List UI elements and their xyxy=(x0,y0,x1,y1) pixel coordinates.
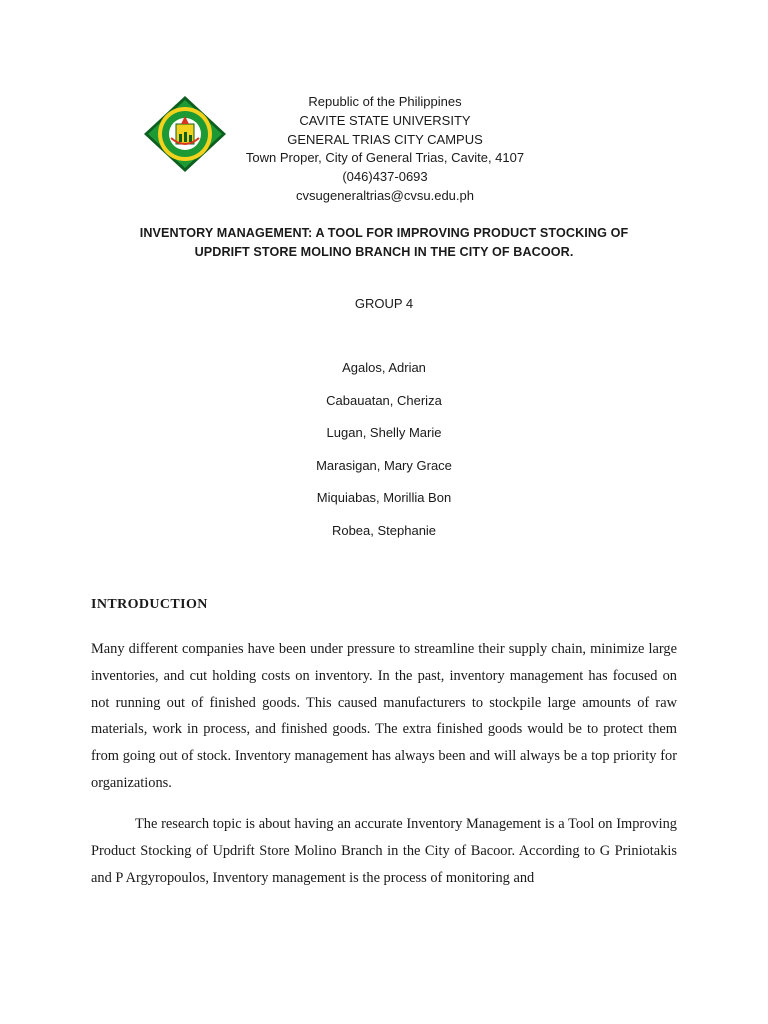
header-line-phone: (046)437-0693 xyxy=(342,169,428,185)
paper-title-line-1: INVENTORY MANAGEMENT: A TOOL FOR IMPROVING PRODUCT STOCKING OF xyxy=(139,226,629,240)
header-line-email: cvsugeneraltrias@cvsu.edu.ph xyxy=(296,187,474,203)
university-header xyxy=(220,93,550,206)
introduction-paragraph-1: Many different companies have been under pressure to streamline their supply chain, minimize large inventories, and cut holding costs on inventory. In the past, inventory management has focused on not running out of finished goods. This caused manufacturers to stockpile large amounts of raw materials, work in process, and finished goods. The extra finished goods would be to protect them from going out of stock. Inventory management has always been and will always be a top priority for organizations. xyxy=(91,641,677,791)
header-line-address: Town Proper, City of General Trias, Cavite, 4107 xyxy=(245,150,525,166)
member-name: Agalos, Adrian xyxy=(342,360,426,375)
member-list xyxy=(0,360,768,556)
introduction-heading: INTRODUCTION xyxy=(91,597,208,612)
member-name: Miquiabas, Morillia Bon xyxy=(316,490,452,506)
member-name: Lugan, Shelly Marie xyxy=(326,425,442,441)
paper-title xyxy=(84,224,684,262)
header-line-republic: Republic of the Philippines xyxy=(308,94,462,109)
paper-title-line-2: UPDRIFT STORE MOLINO BRANCH IN THE CITY OF BACOOR. xyxy=(194,245,574,259)
member-name: Robea, Stephanie xyxy=(331,522,437,538)
member-name: Marasigan, Mary Grace xyxy=(316,457,452,473)
introduction-paragraph-2: The research topic is about having an accurate Inventory Management is a Tool on Improving Product Stocking of Updrift Store Molino Branch in the City of Bacoor. According to G Priniotakis and P Argyropoulos, Inventory management is the process of monitoring and xyxy=(91,816,677,886)
header-line-campus: GENERAL TRIAS CITY CAMPUS xyxy=(287,131,483,147)
header-line-university: CAVITE STATE UNIVERSITY xyxy=(299,112,471,128)
cvsu-seal-logo xyxy=(140,94,230,174)
group-label: GROUP 4 xyxy=(354,296,414,311)
member-name: Cabauatan, Cheriza xyxy=(326,392,442,408)
